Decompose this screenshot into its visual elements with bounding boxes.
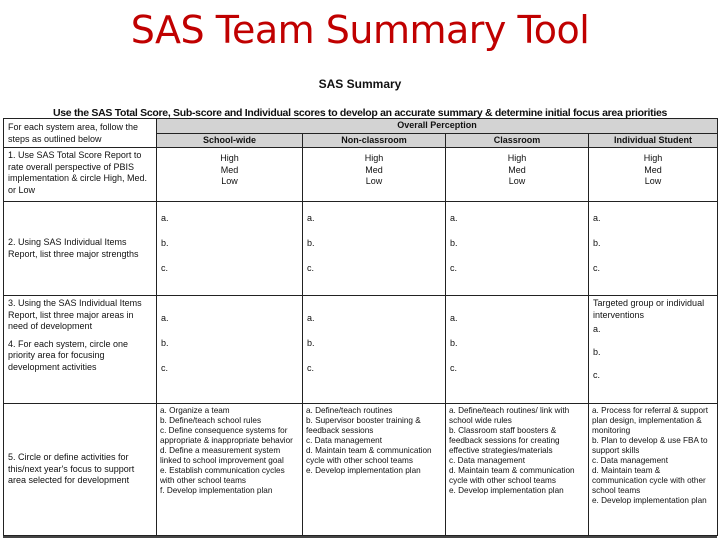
activities-individual-student [589,404,718,536]
development-item[interactable]: b. [307,338,315,348]
rating-low[interactable]: Low [221,176,238,186]
bottom-divider [3,536,717,538]
development-item[interactable]: c. [307,363,315,373]
strength-item[interactable]: c. [593,263,601,273]
rating-classroom [446,148,589,202]
development-item[interactable]: b. [450,338,458,348]
activity-item[interactable]: b. Plan to develop & use FBA to support skills [592,436,708,455]
rating-med[interactable]: Med [220,164,239,175]
activity-item[interactable]: d. Maintain team & communication cycle with other school teams [306,446,432,465]
rating-med[interactable]: Med [644,164,662,175]
step3-4-label [4,296,157,404]
development-item[interactable]: a. [450,313,458,323]
step1-label: 1. Use SAS Total Score Report to rate overall perspective of PBIS implementation & circle High, Med. or Low [4,148,157,202]
column-header-school-wide: School-wide [157,133,303,148]
table-header-row [4,119,718,134]
column-header-non-classroom: Non-classroom [303,133,446,148]
activity-item[interactable]: c. Define consequence systems for appropriate & inappropriate behavior [160,426,293,445]
rating-individual-student [589,148,718,202]
strengths-school-wide [157,202,303,296]
column-header-individual-student: Individual Student [589,133,718,148]
rating-non-classroom [303,148,446,202]
strength-item[interactable]: a. [593,213,601,223]
rating-low[interactable]: Low [508,176,526,186]
step4-label: 4. For each system, circle one priority area for focusing development activities [8,338,129,372]
activity-item[interactable]: a. Process for referral & support plan design, implementation & monitoring [592,406,709,435]
document-title: SAS Summary [318,77,402,91]
step5-label: 5. Circle or define activities for this/next year's focus to support area selected for development [4,404,157,536]
development-item[interactable]: c. [450,363,458,373]
activity-item[interactable]: b. Define/teach school rules [160,416,262,425]
table-row-step1 [4,148,718,202]
strengths-classroom [446,202,589,296]
strength-item[interactable]: b. [593,238,601,248]
table-row-step3-4 [4,296,718,404]
header-instructions: For each system area, follow the steps as outlined below [4,119,157,148]
development-item[interactable]: c. [161,363,169,373]
table-row-step5 [4,404,718,536]
step2-label: 2. Using SAS Individual Items Report, list three major strengths [4,202,157,296]
activity-item[interactable]: e. Develop implementation plan [306,466,421,475]
activity-item[interactable]: d. Define a measurement system linked to school improvement goal [160,446,284,465]
strength-item[interactable]: a. [161,213,169,223]
development-item[interactable]: a. [593,324,601,334]
summary-table [3,118,718,536]
activities-school-wide [157,404,303,536]
development-item[interactable]: b. [161,338,169,348]
development-individual-student [589,296,718,404]
development-item[interactable]: a. [307,313,315,323]
targeted-interventions-note: Targeted group or individual interventions [593,298,705,320]
activity-item[interactable]: b. Classroom staff boosters & feedback sessions for creating effective strategies/materials [449,426,560,455]
strength-item[interactable]: b. [450,238,458,248]
rating-low[interactable]: Low [644,176,662,186]
activity-item[interactable]: a. Organize a team [160,406,230,415]
slide-title: SAS Team Summary Tool [130,8,590,52]
rating-school-wide [157,148,303,202]
rating-high[interactable]: High [507,153,527,163]
activity-item[interactable]: e. Establish communication cycles with other school teams [160,466,285,485]
strength-item[interactable]: b. [161,238,169,248]
strength-item[interactable]: a. [450,213,458,223]
development-school-wide [157,296,303,404]
activity-item[interactable]: a. Define/teach routines/ link with school wide rules [449,406,570,425]
strength-item[interactable]: c. [450,263,458,273]
development-item[interactable]: a. [161,313,169,323]
activities-non-classroom [303,404,446,536]
document-subtitle: Use the SAS Total Score, Sub-score and Individual scores to develop an accurate summary & determine initial focus area priorities [52,107,668,119]
activity-item[interactable]: c. Data management [306,436,383,445]
rating-med[interactable]: Med [508,164,526,175]
development-item[interactable]: c. [593,370,601,380]
rating-med[interactable]: Med [365,164,383,175]
activity-item[interactable]: c. Data management [592,456,669,465]
activity-item[interactable]: d. Maintain team & communication cycle with other school teams [592,466,706,495]
activity-item[interactable]: e. Develop implementation plan [449,486,564,495]
activities-classroom [446,404,589,536]
activity-item[interactable]: d. Maintain team & communication cycle with other school teams [449,466,575,485]
development-non-classroom [303,296,446,404]
activity-item[interactable]: f. Develop implementation plan [160,486,273,495]
column-header-classroom: Classroom [446,133,589,148]
activity-item[interactable]: a. Define/teach routines [306,406,393,415]
rating-high[interactable]: High [643,153,663,163]
activity-item[interactable]: e. Develop implementation plan [592,496,707,505]
strength-item[interactable]: c. [161,263,169,273]
strength-item[interactable]: c. [307,263,315,273]
development-item[interactable]: b. [593,347,601,357]
strength-item[interactable]: a. [307,213,315,223]
rating-high[interactable]: High [364,153,384,163]
development-classroom [446,296,589,404]
activity-item[interactable]: c. Data management [449,456,526,465]
activity-item[interactable]: b. Supervisor booster training & feedback sessions [306,416,421,435]
step3-label: 3. Using the SAS Individual Items Report, list three major areas in need of development [8,298,142,331]
overall-perception-header: Overall Perception [157,119,718,134]
rating-low[interactable]: Low [365,176,383,186]
strengths-individual-student [589,202,718,296]
rating-high[interactable]: High [220,153,239,163]
strength-item[interactable]: b. [307,238,315,248]
strengths-non-classroom [303,202,446,296]
table-row-step2 [4,202,718,296]
